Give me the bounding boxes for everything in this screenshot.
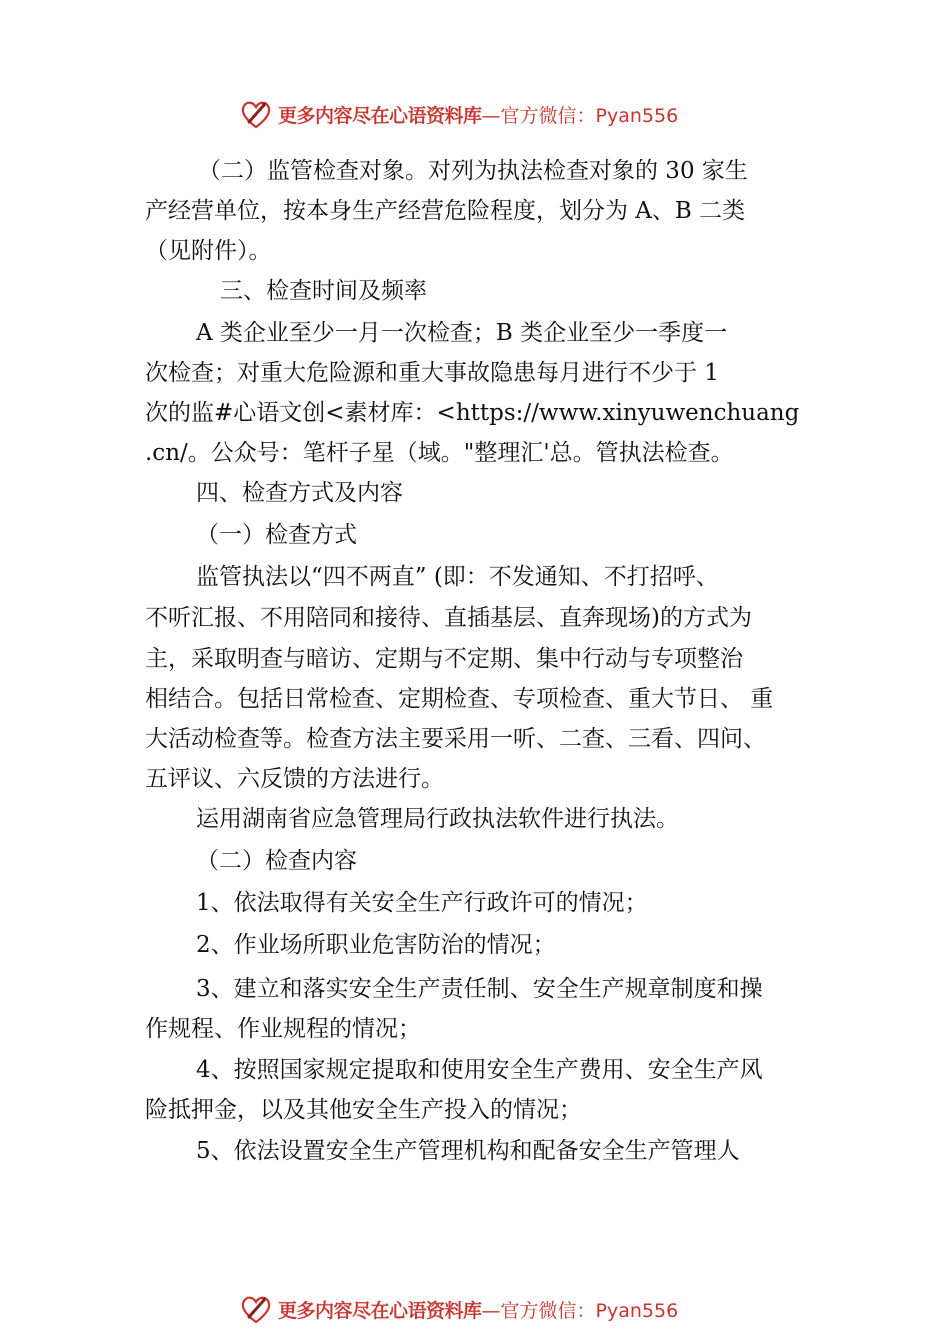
paragraph-line: 不听汇报、不用陪同和接待、直插基层、直奔现场)的方式为 xyxy=(145,605,752,631)
list-item-continuation: 作规程、作业规程的情况； xyxy=(145,1016,421,1042)
watermark-wechat-text: —官方微信：Pyan556 xyxy=(481,1299,679,1322)
watermark-main-text: 更多内容尽在心语资料库 xyxy=(278,1299,482,1322)
watermark-main-text: 更多内容尽在心语资料库 xyxy=(278,104,482,127)
list-item: 4、按照国家规定提取和使用安全生产费用、安全生产风 xyxy=(196,1057,763,1083)
paragraph-line: 次的监#心语文创<素材库：<https://www.xinyuwenchuang xyxy=(145,400,800,426)
section-heading: 四、检查方式及内容 xyxy=(196,480,403,506)
paragraph-line: 运用湖南省应急管理局行政执法软件进行执法。 xyxy=(196,806,679,832)
list-item-continuation: 险抵押金，以及其他安全生产投入的情况； xyxy=(145,1097,582,1123)
paragraph-line: A 类企业至少一月一次检查；B 类企业至少一季度一 xyxy=(196,320,728,346)
footer-watermark-banner xyxy=(238,1289,678,1329)
subsection-heading: （二）检查内容 xyxy=(196,848,357,874)
paragraph-line: 主，采取明查与暗访、定期与不定期、集中行动与专项整治 xyxy=(145,646,743,672)
heart-pen-logo-icon xyxy=(238,96,274,132)
paragraph-line: （见附件）。 xyxy=(145,238,272,264)
subsection-heading: （一）检查方式 xyxy=(196,522,357,548)
paragraph-line: 五评议、六反馈的方法进行。 xyxy=(145,766,444,792)
paragraph-line: 监管执法以“四不两直” (即：不发通知、不打招呼、 xyxy=(196,564,719,590)
paragraph-line: .cn/。公众号：笔杆子星（域。"整理汇'总。管执法检查。 xyxy=(145,440,734,466)
list-item: 2、作业场所职业危害防治的情况； xyxy=(196,932,556,958)
list-item: 1、依法取得有关安全生产行政许可的情况； xyxy=(196,890,648,916)
list-item: 5、依法设置安全生产管理机构和配备安全生产管理人 xyxy=(196,1138,740,1164)
header-watermark-banner xyxy=(238,94,678,134)
paragraph-line: 次检查；对重大危险源和重大事故隐患每月进行不少于 1 xyxy=(145,360,719,386)
heart-pen-logo-icon xyxy=(238,1291,274,1327)
watermark-wechat-text: —官方微信：Pyan556 xyxy=(481,104,679,127)
paragraph-line: 产经营单位，按本身生产经营危险程度，划分为 A、B 二类 xyxy=(145,198,746,224)
section-heading: 三、检查时间及频率 xyxy=(220,278,427,304)
paragraph-line: （二）监管检查对象。对列为执法检查对象的 30 家生 xyxy=(198,158,748,184)
list-item: 3、建立和落实安全生产责任制、安全生产规章制度和操 xyxy=(196,976,763,1002)
paragraph-line: 大活动检查等。检查方法主要采用一听、二查、三看、四问、 xyxy=(145,726,766,752)
paragraph-line: 相结合。包括日常检查、定期检查、专项检查、重大节日、 重 xyxy=(145,686,774,712)
